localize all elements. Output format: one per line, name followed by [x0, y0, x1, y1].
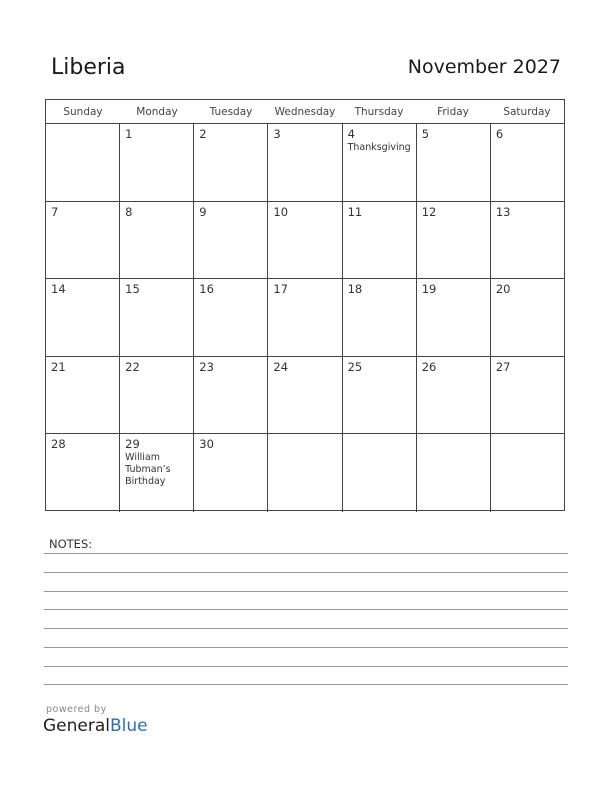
day-number: 12	[421, 204, 437, 219]
day-number: 22	[125, 359, 140, 374]
day-cell	[343, 124, 417, 201]
day-cell	[491, 124, 564, 201]
day-number: 16	[199, 282, 214, 296]
day-cell	[194, 202, 268, 279]
day-number: 28	[51, 437, 66, 451]
day-number: 4	[347, 127, 355, 141]
day-number: 6	[495, 127, 504, 141]
day-number: 29	[125, 437, 140, 451]
weekday-header: Monday	[136, 106, 178, 118]
week-row	[46, 279, 564, 357]
day-cell	[194, 124, 268, 201]
month-year-title: November 2027	[407, 56, 561, 78]
day-cell	[491, 357, 564, 434]
note-line	[44, 591, 568, 592]
day-cell	[417, 434, 491, 512]
day-cell	[268, 202, 342, 279]
day-cell	[417, 279, 491, 356]
weekday-header: Thursday	[354, 106, 404, 118]
day-number: 11	[347, 204, 363, 219]
week-row	[46, 124, 564, 202]
day-number: 7	[51, 204, 59, 219]
powered-by-text: powered by	[46, 704, 107, 715]
note-line	[44, 647, 568, 648]
day-cell	[120, 434, 194, 512]
brand-part-blue: Blue	[110, 716, 148, 736]
notes-label: NOTES:	[49, 537, 93, 551]
calendar-grid	[45, 99, 565, 511]
day-cell	[343, 357, 417, 434]
day-cell	[194, 357, 268, 434]
day-cell	[120, 124, 194, 201]
day-cell	[268, 279, 342, 356]
week-row	[46, 434, 564, 512]
day-number: 9	[199, 204, 207, 219]
day-cell	[268, 357, 342, 434]
day-cell	[46, 279, 120, 356]
day-number: 20	[495, 282, 511, 296]
day-cell	[46, 357, 120, 434]
day-cell	[194, 434, 268, 512]
day-cell	[417, 124, 491, 201]
day-number: 19	[421, 282, 437, 296]
day-number: 3	[273, 127, 281, 141]
note-line	[44, 628, 568, 629]
day-number: 24	[273, 359, 289, 374]
note-line	[44, 572, 568, 573]
day-cell	[343, 202, 417, 279]
day-cell	[120, 279, 194, 356]
day-number: 21	[51, 359, 66, 374]
week-row	[46, 202, 564, 280]
brand-part-general: General	[43, 716, 110, 736]
day-cell	[46, 434, 120, 512]
day-number: 17	[273, 282, 289, 296]
weekday-header: Sunday	[63, 106, 103, 118]
weekday-header: Friday	[437, 106, 469, 118]
day-cell	[491, 202, 564, 279]
day-cell	[343, 434, 417, 512]
weekday-header-row	[46, 100, 564, 124]
weekday-header: Wednesday	[274, 106, 336, 118]
day-number: 8	[125, 204, 133, 219]
holiday-label: William Tubman’s Birthday	[125, 452, 171, 487]
day-cell	[268, 124, 342, 201]
week-row	[46, 357, 564, 435]
day-cell	[268, 434, 342, 512]
day-number: 5	[421, 127, 430, 141]
day-cell	[46, 202, 120, 279]
day-cell	[491, 279, 564, 356]
day-number: 23	[199, 359, 214, 374]
day-number: 14	[51, 282, 66, 296]
day-cell	[491, 434, 564, 512]
day-number: 18	[347, 282, 363, 296]
day-cell	[194, 279, 268, 356]
day-cell	[417, 202, 491, 279]
weekday-header: Saturday	[503, 106, 551, 118]
weekday-header: Tuesday	[209, 106, 253, 118]
holiday-label: Thanksgiving	[347, 142, 411, 153]
day-number: 30	[199, 437, 214, 451]
day-cell	[120, 357, 194, 434]
day-number: 27	[495, 359, 511, 374]
day-number: 15	[125, 282, 140, 296]
day-number: 13	[495, 204, 511, 219]
day-number: 1	[125, 127, 133, 141]
day-cell	[417, 357, 491, 434]
day-number: 10	[273, 204, 289, 219]
day-number: 26	[421, 359, 437, 374]
country-title: Liberia	[51, 55, 126, 80]
day-number: 25	[347, 359, 363, 374]
day-cell	[46, 124, 120, 201]
generalblue-logo	[43, 716, 148, 736]
note-line	[44, 666, 568, 667]
note-line	[44, 553, 568, 554]
day-cell	[120, 202, 194, 279]
note-line	[44, 609, 568, 610]
day-cell	[343, 279, 417, 356]
day-number: 2	[199, 127, 207, 141]
note-line	[44, 684, 568, 685]
